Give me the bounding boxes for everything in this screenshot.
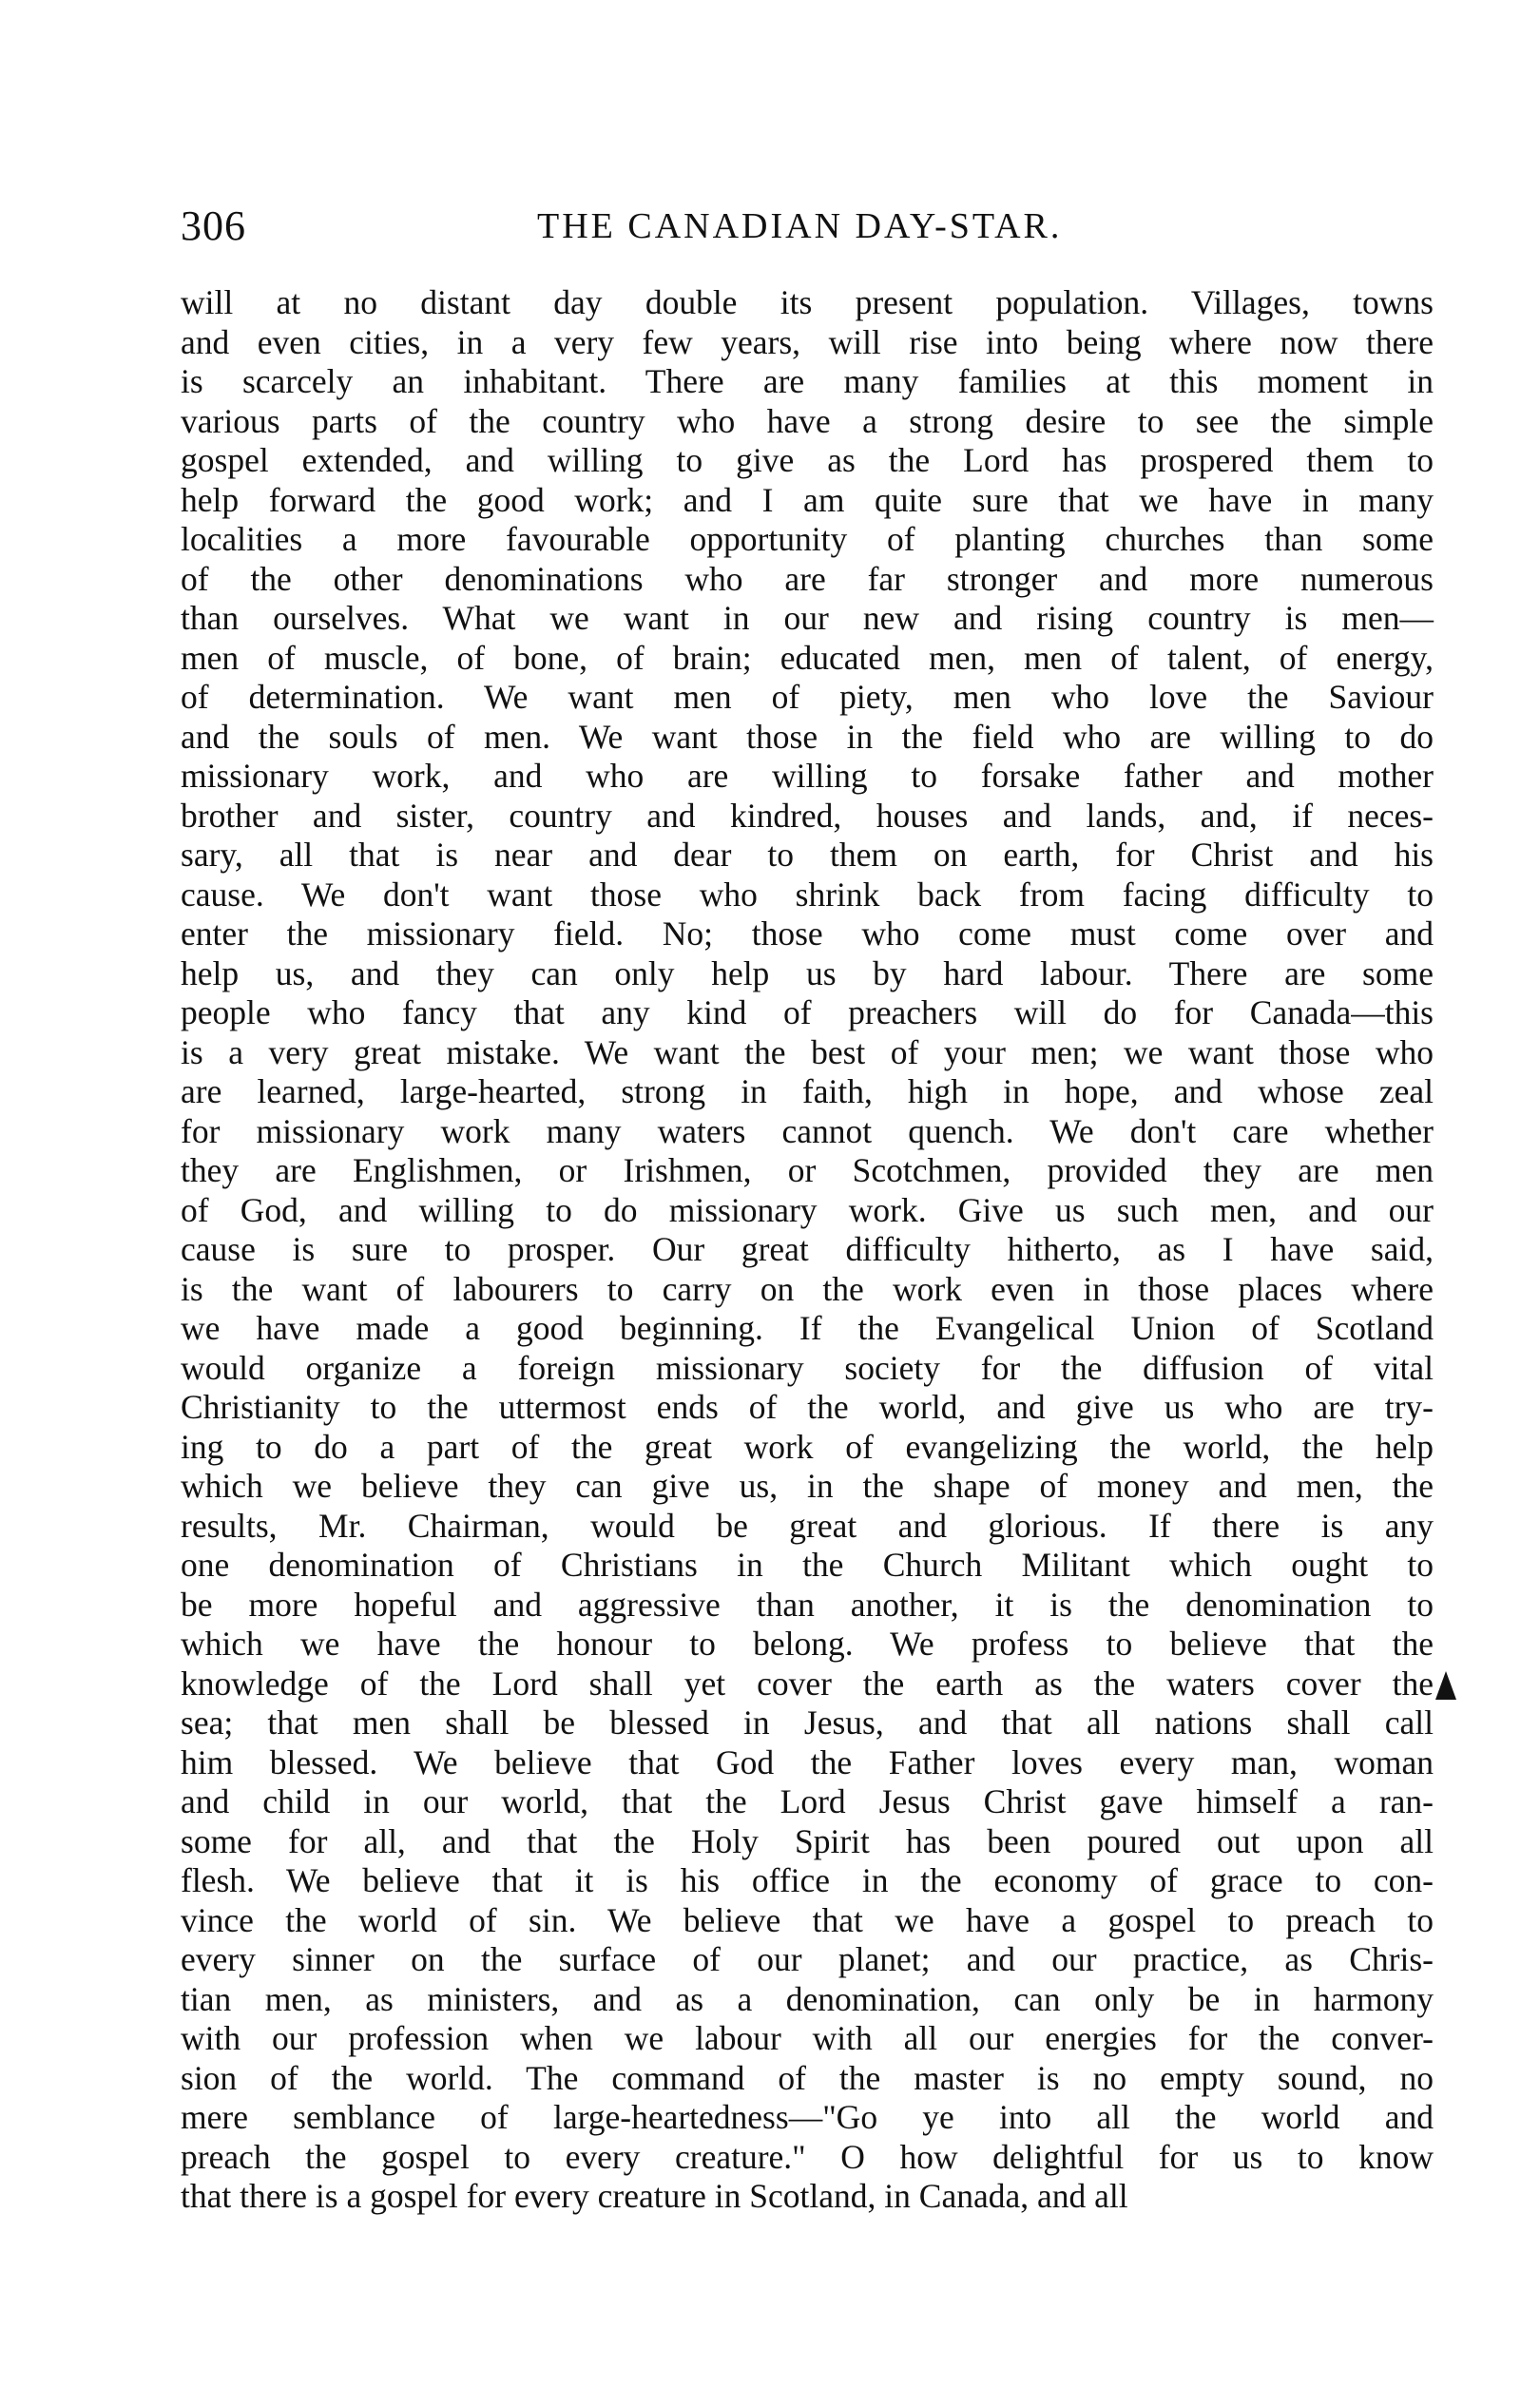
text-line: sea; that men shall be blessed in Jesus, and that all nations shall call — [181, 1703, 1434, 1742]
page-number: 306 — [181, 202, 246, 249]
text-line: localities a more favourable opportunity of planting churches than some — [181, 520, 1434, 558]
text-line: mere semblance of large-heartedness—"Go ye into all the world and — [181, 2098, 1434, 2136]
body-text — [181, 283, 1434, 2217]
text-line: enter the missionary field. No; those who come must come over and — [181, 914, 1434, 953]
running-title: THE CANADIAN DAY-STAR. — [537, 206, 1063, 246]
text-line: people who fancy that any kind of preachers will do for Canada—this — [181, 993, 1434, 1031]
text-line: of the other denominations who are far stronger and more numerous — [181, 559, 1434, 598]
text-line: than ourselves. What we want in our new and rising country is men— — [181, 599, 1434, 637]
printed-marker-triangle-icon — [1435, 1671, 1456, 1700]
text-line: sion of the world. The command of the master is no empty sound, no — [181, 2058, 1434, 2097]
text-line: which we believe they can give us, in the shape of money and men, the — [181, 1467, 1434, 1505]
text-line: and child in our world, that the Lord Jesus Christ gave himself a ran- — [181, 1782, 1434, 1820]
text-line: gospel extended, and willing to give as the Lord has prospered them to — [181, 441, 1434, 479]
text-line: Christianity to the uttermost ends of the world, and give us who are try- — [181, 1388, 1434, 1426]
text-line: tian men, as ministers, and as a denomination, can only be in harmony — [181, 1979, 1434, 2018]
text-line: flesh. We believe that it is his office in the economy of grace to con- — [181, 1861, 1434, 1899]
text-line: some for all, and that the Holy Spirit has been poured out upon all — [181, 1821, 1434, 1860]
text-line: with our profession when we labour with all our energies for the conver- — [181, 2019, 1434, 2057]
text-line: ing to do a part of the great work of evangelizing the world, the help — [181, 1427, 1434, 1466]
text-line: be more hopeful and aggressive than another, it is the denomination to — [181, 1585, 1434, 1624]
text-line: one denomination of Christians in the Church Militant which ought to — [181, 1546, 1434, 1584]
text-line: results, Mr. Chairman, would be great and glorious. If there is any — [181, 1506, 1434, 1545]
text-line: brother and sister, country and kindred, houses and lands, and, if neces- — [181, 796, 1434, 835]
text-line: is the want of labourers to carry on the work even in those places where — [181, 1269, 1434, 1308]
text-line: cause. We don't want those who shrink back from facing difficulty to — [181, 875, 1434, 914]
text-line: will at no distant day double its present population. Villages, towns — [181, 283, 1434, 321]
text-line: would organize a foreign missionary society for the diffusion of vital — [181, 1348, 1434, 1387]
text-line: men of muscle, of bone, of brain; educated men, men of talent, of energy, — [181, 638, 1434, 677]
text-line: is scarcely an inhabitant. There are many families at this moment in — [181, 362, 1434, 400]
text-line: that there is a gospel for every creature in Scotland, in Canada, and all — [181, 2177, 1128, 2215]
text-line: and the souls of men. We want those in the field who are willing to do — [181, 717, 1434, 756]
text-line: preach the gospel to every creature." O how delightful for us to know — [181, 2137, 1434, 2176]
text-line: knowledge of the Lord shall yet cover the earth as the waters cover the — [181, 1664, 1434, 1703]
text-line: for missionary work many waters cannot quench. We don't care whether — [181, 1111, 1434, 1150]
text-line: and even cities, in a very few years, will rise into being where now there — [181, 322, 1434, 361]
text-line: missionary work, and who are willing to forsake father and mother — [181, 757, 1434, 795]
text-line: sary, all that is near and dear to them on earth, for Christ and his — [181, 836, 1434, 874]
text-line: of determination. We want men of piety, men who love the Saviour — [181, 678, 1434, 716]
text-line: are learned, large-hearted, strong in faith, high in hope, and whose zeal — [181, 1072, 1434, 1110]
text-line: which we have the honour to belong. We profess to believe that the — [181, 1625, 1434, 1663]
text-line: various parts of the country who have a strong desire to see the simple — [181, 401, 1434, 440]
text-line: help forward the good work; and I am quite sure that we have in many — [181, 480, 1434, 519]
text-line: help us, and they can only help us by hard labour. There are some — [181, 953, 1434, 992]
text-line: is a very great mistake. We want the best of your men; we want those who — [181, 1032, 1434, 1071]
text-line: they are Englishmen, or Irishmen, or Scotchmen, provided they are men — [181, 1151, 1434, 1189]
page-header — [181, 202, 1416, 259]
text-line: him blessed. We believe that God the Father loves every man, woman — [181, 1742, 1434, 1781]
text-line: cause is sure to prosper. Our great difficulty hitherto, as I have said, — [181, 1230, 1434, 1268]
text-line: vince the world of sin. We believe that we have a gospel to preach to — [181, 1900, 1434, 1939]
text-line: of God, and willing to do missionary work. Give us such men, and our — [181, 1190, 1434, 1229]
text-line: every sinner on the surface of our planet; and our practice, as Chris- — [181, 1940, 1434, 1978]
text-line: we have made a good beginning. If the Evangelical Union of Scotland — [181, 1309, 1434, 1347]
